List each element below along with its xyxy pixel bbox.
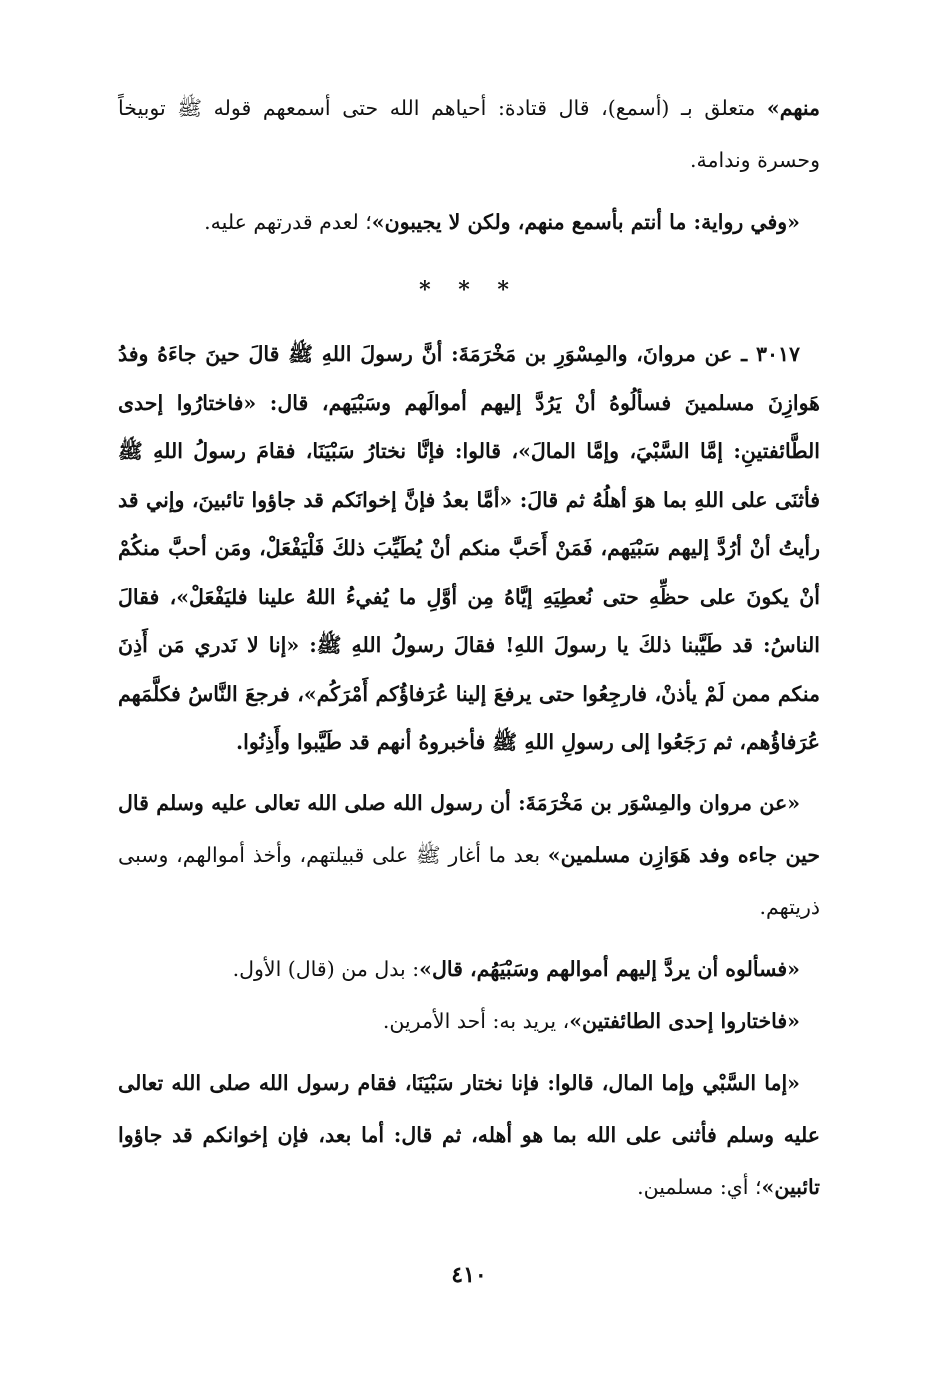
- paragraph-4: [118, 777, 820, 933]
- commentary-text: ؛ أي: مسلمين.: [637, 1174, 762, 1199]
- commentary-text: بعد ما أغار ﷺ على قبيلتهم، وأخذ أموالهم، وسبى ذريتهم.: [118, 842, 820, 919]
- quoted-text: «إما السَّبْي وإما المال، قالوا: فإنا نختار سَبْيَنَا، فقام رسول الله صلى الله تعالى عليه وسلم فأثنى على الله بما هو أهله، ثم قال: أما بعد، فإن إخوانكم قد جاؤوا تائبين»: [118, 1070, 820, 1199]
- commentary-text: : بدل من (قال) الأول.: [232, 956, 420, 981]
- quoted-text: منهم»: [766, 96, 820, 120]
- quoted-text: «فسألوه أن يردَّ إليهم أموالهم وسَبْيَهُم، قال»: [419, 956, 800, 981]
- commentary-text: ، يريد به: أحد الأمرين.: [382, 1008, 570, 1033]
- paragraph-2: [118, 196, 820, 248]
- section-separator: * * *: [419, 277, 519, 303]
- quoted-text: «فاختاروا إحدى الطائفتين»: [569, 1008, 800, 1033]
- hadith-3017: ٣٠١٧ ـ عن مروانَ، والمِسْوَرِ بن مَخْرَمَةَ: أنَّ رسولَ اللهِ ﷺ قالَ حينَ جاءَهُ وفدُ هَوازِنَ مسلمينَ فسألُوهُ أنْ يَرُدَّ إليهم أموالَهم وسَبْيَهم، قال: «فاختارُوا إحدى الطَّائفتينِ: إمَّا السَّبْيَ، وإمَّا المالَ»، قالوا: فإنَّا نختارُ سَبْيَنَا، فقامَ رسولُ اللهِ ﷺ فأثنَى على اللهِ بما هوَ أهلُهُ ثم قالَ: «أمَّا بعدُ فإنَّ إخوانَكم قد جاؤوا تائبينَ، وإني قد رأيتُ أنْ أرُدَّ إليهم سَبْيَهم، فَمَنْ أَحَبَّ منكم أنْ يُطَيِّبَ ذلكَ فَلْيَفْعَلْ، ومَن أحبَّ منكُمْ أنْ يكونَ على حظِّهِ حتى نُعطِيَهِ إيَّاهُ مِن أوَّلِ ما يُفيءُ اللهُ علينا فليَفْعَلْ»، فقالَ الناسُ: قد طَيَّبنا ذلكَ يا رسولَ اللهِ! فقالَ رسولُ اللهِ ﷺ: «إنا لا نَدري مَن أَذِنَ منكم ممن لَمْ يأذنْ، فارجِعُوا حتى يرفعَ إلينا عُرَفاؤُكم أَمْرَكُم»، فرجعَ النَّاسُ فكلَّمَهم عُرَفاؤُهم، ثم رَجَعُوا إلى رسولِ اللهِ ﷺ فأخبروهُ أنهم قد طَيَّبوا وأَذِنُوا.: [118, 342, 820, 754]
- paragraph-1: [118, 82, 820, 186]
- page-number: ٤١٠: [451, 1262, 487, 1288]
- commentary-text: ؛ لعدم قدرتهم عليه.: [204, 210, 372, 234]
- commentary-text: متعلق بـ (أسمع)، قال قتادة: أحياهم الله حتى أسمعهم قوله ﷺ توبيخاً وحسرة وندامة.: [118, 96, 820, 172]
- paragraph-5: [118, 943, 820, 995]
- paragraph-6: [118, 995, 820, 1047]
- quoted-text: «عن مروان والمِسْوَر بن مَخْرَمَةَ: أن رسول الله صلى الله تعالى عليه وسلم قال حين جاءه وفد هَوَازِن مسلمين»: [118, 790, 820, 867]
- page-body: [118, 82, 820, 1213]
- paragraph-7: [118, 1057, 820, 1213]
- quoted-text: «وفي رواية: ما أنتم بأسمع منهم، ولكن لا يجيبون»: [371, 210, 800, 234]
